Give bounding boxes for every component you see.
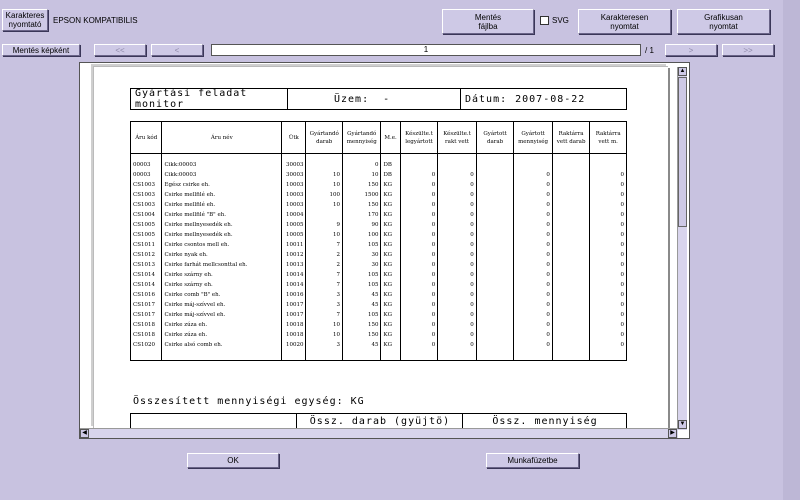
- scroll-up-icon[interactable]: ▲: [679, 68, 686, 74]
- table-cell: 0: [438, 220, 477, 230]
- table-cell: 105: [342, 270, 381, 280]
- plant-value: -: [383, 93, 391, 105]
- table-cell: DB: [381, 170, 400, 180]
- table-cell: 105: [342, 280, 381, 290]
- table-cell: 100: [306, 190, 343, 200]
- table-cell: 0: [590, 170, 627, 180]
- table-cell: CS1018: [131, 320, 162, 330]
- table-cell: 30: [342, 260, 381, 270]
- table-cell: [552, 330, 590, 340]
- table-cell: 0: [514, 210, 553, 220]
- table-cell: Csirke máj-szívvel eh.: [162, 310, 282, 320]
- column-header: Raktárra vett m.: [590, 122, 627, 154]
- table-cell: 0: [400, 300, 438, 310]
- table-cell: [552, 230, 590, 240]
- table-row: [131, 180, 627, 190]
- table-cell: [476, 290, 514, 300]
- table-cell: 10012: [282, 250, 306, 260]
- table-cell: 0: [514, 310, 553, 320]
- plant-label: Üzem:: [334, 93, 370, 105]
- table-cell: KG: [381, 200, 400, 210]
- table-cell: [552, 340, 590, 350]
- table-cell: Csirke comb "B" eh.: [162, 290, 282, 300]
- table-cell: [552, 320, 590, 330]
- table-cell: 100: [342, 230, 381, 240]
- summary-table: [130, 413, 627, 429]
- date-field: [465, 89, 625, 109]
- table-cell: 0: [400, 190, 438, 200]
- table-cell: [590, 160, 627, 170]
- table-cell: [476, 260, 514, 270]
- table-cell: 105: [342, 240, 381, 250]
- page-number-field[interactable]: 1: [211, 44, 641, 56]
- table-cell: 0: [400, 260, 438, 270]
- table-cell: [476, 160, 514, 170]
- table-cell: KG: [381, 270, 400, 280]
- column-header: Készülte.t rakt vett: [438, 122, 477, 154]
- svg-label: SVG: [552, 16, 569, 25]
- table-cell: 10: [342, 170, 381, 180]
- table-cell: [552, 280, 590, 290]
- table-cell: Csirke mellnyesedék eh.: [162, 220, 282, 230]
- table-cell: Csirke máj-szívvel eh.: [162, 300, 282, 310]
- table-cell: CS1005: [131, 230, 162, 240]
- table-cell: 30: [342, 250, 381, 260]
- column-header: Gyártott mennyiség: [514, 122, 553, 154]
- table-cell: 00003: [131, 160, 162, 170]
- table-cell: KG: [381, 290, 400, 300]
- table-cell: Cikk:00003: [162, 160, 282, 170]
- table-cell: KG: [381, 260, 400, 270]
- window-right-edge: [783, 0, 800, 500]
- table-cell: [552, 300, 590, 310]
- table-cell: 0: [438, 190, 477, 200]
- table-cell: KG: [381, 310, 400, 320]
- ok-button[interactable]: OK: [187, 453, 279, 468]
- save-as-image-button[interactable]: Mentés képként: [2, 44, 80, 56]
- table-cell: CS1016: [131, 290, 162, 300]
- table-cell: [552, 260, 590, 270]
- table-cell: [552, 210, 590, 220]
- table-cell: [400, 160, 438, 170]
- table-cell: 45: [342, 290, 381, 300]
- table-cell: [514, 160, 553, 170]
- table-cell: 10017: [282, 300, 306, 310]
- table-cell: 0: [438, 180, 477, 190]
- table-cell: [476, 240, 514, 250]
- table-cell: 45: [342, 340, 381, 350]
- table-cell: [476, 340, 514, 350]
- page-total: / 1: [645, 46, 654, 55]
- date-value: 2007-08-22: [515, 93, 586, 105]
- table-cell: 3: [306, 300, 343, 310]
- table-cell: 10017: [282, 310, 306, 320]
- table-cell: 0: [400, 280, 438, 290]
- table-cell: Csirke nyak eh.: [162, 250, 282, 260]
- table-cell: Csirke mellfilé "B" eh.: [162, 210, 282, 220]
- table-cell: 0: [400, 230, 438, 240]
- table-cell: 7: [306, 270, 343, 280]
- table-cell: 0: [438, 310, 477, 320]
- table-cell: Csirke mellfilé eh.: [162, 190, 282, 200]
- table-cell: 0: [400, 210, 438, 220]
- table-cell: KG: [381, 330, 400, 340]
- table-cell: 0: [438, 260, 477, 270]
- table-cell: 3: [306, 340, 343, 350]
- table-cell: 0: [400, 290, 438, 300]
- table-cell: 0: [590, 180, 627, 190]
- table-cell: [476, 200, 514, 210]
- table-cell: 10016: [282, 290, 306, 300]
- table-cell: 0: [514, 220, 553, 230]
- table-cell: 10: [306, 180, 343, 190]
- table-cell: CS1014: [131, 280, 162, 290]
- table-cell: 0: [514, 170, 553, 180]
- table-row: [131, 260, 627, 270]
- table-row: [131, 190, 627, 200]
- table-cell: 10003: [282, 190, 306, 200]
- table-cell: 0: [514, 190, 553, 200]
- table-cell: [438, 160, 477, 170]
- table-row: [131, 220, 627, 230]
- table-cell: [476, 230, 514, 240]
- table-row: [131, 200, 627, 210]
- summary-quantity-header: Össz. mennyiség: [462, 414, 627, 429]
- table-cell: 0: [590, 230, 627, 240]
- report-title: Gyártási feladat monitor: [135, 89, 288, 109]
- table-cell: [476, 170, 514, 180]
- table-cell: CS1004: [131, 210, 162, 220]
- table-cell: 0: [400, 270, 438, 280]
- table-cell: 0: [590, 300, 627, 310]
- column-header: Készülte.t legyártott: [400, 122, 438, 154]
- vertical-scrollbar[interactable]: [677, 67, 687, 430]
- table-cell: 10018: [282, 330, 306, 340]
- summary-text: Összesített mennyiségi egység: KG: [133, 396, 365, 407]
- first-page-button[interactable]: <<: [94, 44, 146, 56]
- table-cell: 0: [400, 200, 438, 210]
- table-cell: CS1005: [131, 220, 162, 230]
- table-row: [131, 320, 627, 330]
- column-header: Áru kód: [131, 122, 162, 154]
- svg-checkbox[interactable]: [540, 16, 549, 25]
- table-cell: 10: [306, 230, 343, 240]
- table-cell: 0: [438, 240, 477, 250]
- character-printer-button[interactable]: Karakteres nyomtató: [2, 9, 48, 31]
- table-cell: 0: [590, 320, 627, 330]
- scroll-right-icon[interactable]: ▶: [668, 429, 677, 438]
- table-cell: CS1003: [131, 180, 162, 190]
- table-cell: [552, 220, 590, 230]
- table-cell: 0: [590, 260, 627, 270]
- table-row: [131, 170, 627, 180]
- table-cell: [552, 160, 590, 170]
- table-cell: 10003: [282, 200, 306, 210]
- table-cell: 150: [342, 180, 381, 190]
- table-cell: 0: [514, 300, 553, 310]
- table-cell: Csirke mellfilé eh.: [162, 200, 282, 210]
- table-cell: [306, 160, 343, 170]
- table-cell: 0: [438, 200, 477, 210]
- table-cell: 1500: [342, 190, 381, 200]
- table-cell: 0: [400, 330, 438, 340]
- table-cell: 90: [342, 220, 381, 230]
- table-cell: 150: [342, 330, 381, 340]
- table-cell: 0: [514, 230, 553, 240]
- table-cell: 0: [590, 280, 627, 290]
- table-cell: CS1003: [131, 190, 162, 200]
- table-cell: KG: [381, 280, 400, 290]
- table-cell: [476, 250, 514, 260]
- table-cell: [476, 300, 514, 310]
- previous-page-button[interactable]: <: [151, 44, 203, 56]
- table-row: [131, 240, 627, 250]
- table-cell: 0: [590, 200, 627, 210]
- table-cell: Csirke csontos mell eh.: [162, 240, 282, 250]
- print-graphic-button[interactable]: Grafikusan nyomtat: [677, 9, 770, 34]
- table-cell: [476, 310, 514, 320]
- column-header: Gyártandó mennyiség: [342, 122, 381, 154]
- table-cell: 0: [590, 250, 627, 260]
- print-character-button[interactable]: Karakteresen nyomtat: [578, 9, 671, 34]
- table-cell: 0: [514, 290, 553, 300]
- table-cell: 0: [514, 260, 553, 270]
- table-cell: DB: [381, 160, 400, 170]
- table-cell: Egész csirke eh.: [162, 180, 282, 190]
- table-cell: 0: [400, 340, 438, 350]
- table-cell: 00003: [131, 170, 162, 180]
- table-cell: CS1018: [131, 330, 162, 340]
- last-page-button[interactable]: >>: [722, 44, 774, 56]
- table-cell: 10011: [282, 240, 306, 250]
- table-cell: 150: [342, 200, 381, 210]
- table-cell: 0: [438, 280, 477, 290]
- table-cell: 0: [590, 290, 627, 300]
- table-cell: 0: [438, 320, 477, 330]
- table-cell: 170: [342, 210, 381, 220]
- table-cell: 0: [400, 180, 438, 190]
- table-cell: 0: [514, 280, 553, 290]
- table-cell: 0: [400, 170, 438, 180]
- save-to-file-button[interactable]: Mentés fájlba: [442, 9, 534, 34]
- table-cell: 0: [514, 180, 553, 190]
- table-cell: KG: [381, 210, 400, 220]
- table-cell: 0: [438, 340, 477, 350]
- table-cell: KG: [381, 250, 400, 260]
- table-cell: 10005: [282, 230, 306, 240]
- table-row: [131, 310, 627, 320]
- table-cell: [552, 250, 590, 260]
- table-cell: [552, 290, 590, 300]
- production-table: [130, 121, 627, 361]
- table-cell: Csirke mellnyesedék eh.: [162, 230, 282, 240]
- table-cell: [476, 220, 514, 230]
- table-cell: KG: [381, 300, 400, 310]
- table-cell: KG: [381, 190, 400, 200]
- table-cell: 9: [306, 220, 343, 230]
- report-header: [130, 88, 627, 110]
- table-cell: CS1011: [131, 240, 162, 250]
- table-cell: 0: [590, 190, 627, 200]
- table-row: [131, 210, 627, 220]
- table-cell: 3: [306, 290, 343, 300]
- table-cell: CS1017: [131, 300, 162, 310]
- column-header: Ütk: [282, 122, 306, 154]
- table-cell: 10: [306, 200, 343, 210]
- table-cell: 0: [514, 340, 553, 350]
- table-cell: 0: [514, 200, 553, 210]
- table-cell: KG: [381, 230, 400, 240]
- column-header: Áru név: [162, 122, 282, 154]
- table-cell: 0: [400, 310, 438, 320]
- table-cell: 0: [590, 270, 627, 280]
- table-cell: 0: [438, 250, 477, 260]
- table-cell: [552, 240, 590, 250]
- table-cell: 30003: [282, 170, 306, 180]
- table-cell: 0: [342, 160, 381, 170]
- table-cell: 7: [306, 240, 343, 250]
- table-cell: CS1020: [131, 340, 162, 350]
- table-cell: 10005: [282, 220, 306, 230]
- table-cell: [552, 270, 590, 280]
- table-cell: 10003: [282, 180, 306, 190]
- table-cell: 2: [306, 260, 343, 270]
- table-row: [131, 270, 627, 280]
- table-cell: [476, 330, 514, 340]
- table-cell: 2: [306, 250, 343, 260]
- table-cell: 0: [590, 240, 627, 250]
- table-cell: 0: [400, 240, 438, 250]
- table-cell: [552, 310, 590, 320]
- scroll-down-icon[interactable]: ▼: [679, 421, 686, 427]
- table-cell: KG: [381, 240, 400, 250]
- table-cell: [552, 190, 590, 200]
- table-row: [131, 250, 627, 260]
- plant-field: [288, 89, 461, 109]
- table-cell: 10: [306, 330, 343, 340]
- table-cell: Csirke farhát mellcsonttal eh.: [162, 260, 282, 270]
- table-row: [131, 300, 627, 310]
- table-cell: [552, 170, 590, 180]
- table-cell: 10: [306, 320, 343, 330]
- table-cell: 0: [438, 330, 477, 340]
- table-cell: 45: [342, 300, 381, 310]
- table-row: [131, 280, 627, 290]
- worksheet-button[interactable]: Munkafüzetbe: [486, 453, 579, 468]
- table-cell: 0: [514, 250, 553, 260]
- table-cell: [476, 180, 514, 190]
- table-cell: 0: [590, 330, 627, 340]
- table-cell: 0: [514, 270, 553, 280]
- table-cell: 0: [438, 230, 477, 240]
- next-page-button[interactable]: >: [665, 44, 717, 56]
- table-cell: KG: [381, 220, 400, 230]
- table-cell: KG: [381, 320, 400, 330]
- table-cell: Csirke szárny eh.: [162, 270, 282, 280]
- vertical-scroll-thumb[interactable]: [678, 77, 687, 227]
- table-cell: Csirke alsó comb eh.: [162, 340, 282, 350]
- table-cell: CS1017: [131, 310, 162, 320]
- table-cell: 10013: [282, 260, 306, 270]
- table-cell: 0: [514, 330, 553, 340]
- table-cell: 30003: [282, 160, 306, 170]
- table-cell: [476, 280, 514, 290]
- table-cell: 0: [590, 340, 627, 350]
- table-cell: [306, 210, 343, 220]
- table-cell: 10018: [282, 320, 306, 330]
- date-label: Dátum:: [465, 93, 508, 105]
- table-cell: CS1003: [131, 200, 162, 210]
- table-cell: 0: [590, 310, 627, 320]
- table-cell: 0: [514, 320, 553, 330]
- table-cell: 105: [342, 310, 381, 320]
- table-cell: 0: [590, 210, 627, 220]
- table-cell: [552, 200, 590, 210]
- table-cell: 10004: [282, 210, 306, 220]
- table-cell: 7: [306, 280, 343, 290]
- table-row: [131, 230, 627, 240]
- table-cell: CS1013: [131, 260, 162, 270]
- printer-name: EPSON KOMPATIBILIS: [53, 16, 138, 25]
- table-cell: CS1012: [131, 250, 162, 260]
- column-header: Gyártott darab: [476, 122, 514, 154]
- table-cell: KG: [381, 180, 400, 190]
- table-row: [131, 330, 627, 340]
- table-cell: Csirke szárny eh.: [162, 280, 282, 290]
- table-cell: 0: [400, 220, 438, 230]
- table-cell: [476, 210, 514, 220]
- table-cell: 0: [438, 270, 477, 280]
- table-cell: 10020: [282, 340, 306, 350]
- horizontal-scrollbar[interactable]: [80, 428, 678, 438]
- table-cell: Cikk:00003: [162, 170, 282, 180]
- table-cell: 10014: [282, 280, 306, 290]
- table-cell: [476, 270, 514, 280]
- scroll-left-icon[interactable]: ◀: [80, 429, 89, 438]
- table-cell: Csirke zúza eh.: [162, 320, 282, 330]
- table-cell: 0: [438, 290, 477, 300]
- table-cell: 0: [514, 240, 553, 250]
- table-cell: 10: [306, 170, 343, 180]
- table-cell: KG: [381, 340, 400, 350]
- table-row: [131, 160, 627, 170]
- column-header: Gyártandó darab: [306, 122, 343, 154]
- table-cell: 0: [400, 320, 438, 330]
- table-cell: [476, 190, 514, 200]
- table-cell: 0: [438, 300, 477, 310]
- summary-count-header: Össz. darab (gyüjtö): [296, 414, 463, 429]
- table-cell: [476, 320, 514, 330]
- table-cell: 7: [306, 310, 343, 320]
- table-cell: 150: [342, 320, 381, 330]
- column-header: M.e.: [381, 122, 400, 154]
- table-cell: [552, 180, 590, 190]
- table-row: [131, 340, 627, 350]
- column-header: Raktárra vett darab: [552, 122, 590, 154]
- table-header-row: [131, 122, 627, 154]
- table-cell: 0: [590, 220, 627, 230]
- table-cell: 10014: [282, 270, 306, 280]
- table-cell: CS1014: [131, 270, 162, 280]
- table-row: [131, 290, 627, 300]
- table-cell: 0: [400, 250, 438, 260]
- table-cell: Csirke zúza eh.: [162, 330, 282, 340]
- table-end-row: [131, 350, 627, 361]
- table-cell: 0: [438, 170, 477, 180]
- table-cell: 0: [438, 210, 477, 220]
